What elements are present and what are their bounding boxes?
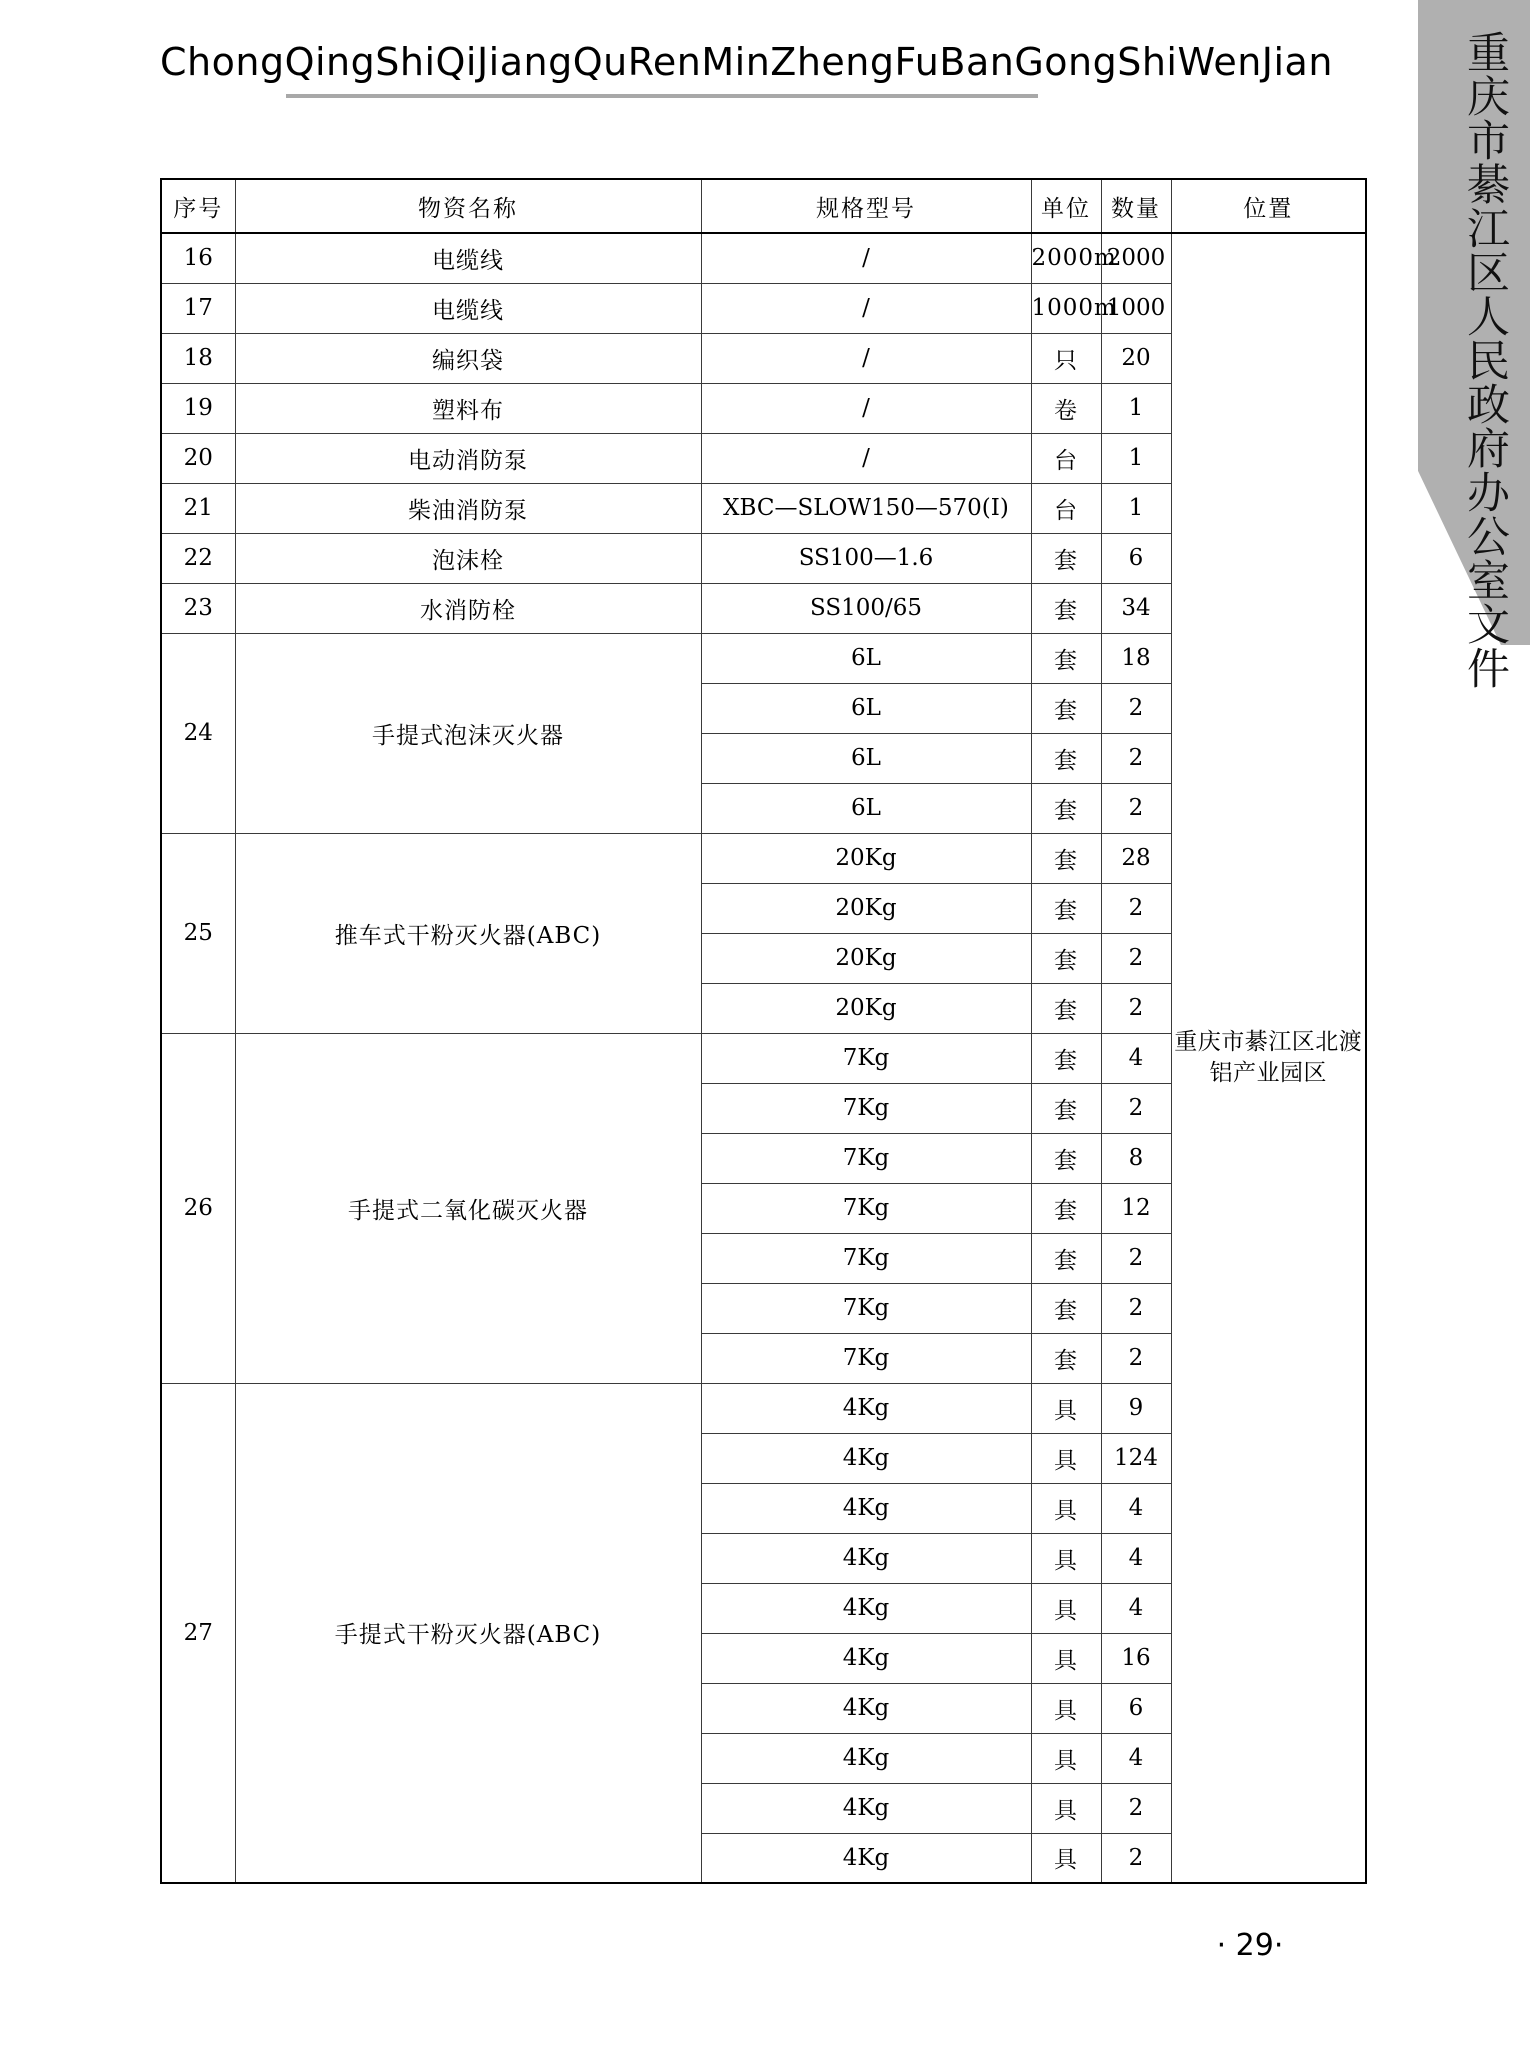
- cell-unit: 套: [1031, 983, 1101, 1033]
- cell-name: 泡沫栓: [235, 533, 701, 583]
- cell-no: 16: [161, 233, 235, 283]
- cell-name: 手提式泡沫灭火器: [235, 633, 701, 833]
- cell-spec: 20Kg: [701, 883, 1031, 933]
- column-header-loc: 位置: [1171, 179, 1366, 233]
- document-header-rule: [286, 94, 1038, 98]
- cell-qty: 9: [1101, 1383, 1171, 1433]
- cell-qty: 18: [1101, 633, 1171, 683]
- cell-qty: 4: [1101, 1583, 1171, 1633]
- cell-unit: 具: [1031, 1683, 1101, 1733]
- column-header-spec: 规格型号: [701, 179, 1031, 233]
- document-header: [160, 40, 1333, 98]
- cell-unit: 套: [1031, 533, 1101, 583]
- cell-no: 24: [161, 633, 235, 833]
- cell-qty: 34: [1101, 583, 1171, 633]
- cell-unit: 具: [1031, 1433, 1101, 1483]
- cell-qty: 4: [1101, 1733, 1171, 1783]
- cell-qty: 6: [1101, 1683, 1171, 1733]
- cell-unit: 卷: [1031, 383, 1101, 433]
- cell-qty: 2: [1101, 783, 1171, 833]
- cell-spec: 7Kg: [701, 1333, 1031, 1383]
- cell-qty: 2: [1101, 1233, 1171, 1283]
- column-header-name: 物资名称: [235, 179, 701, 233]
- cell-unit: 具: [1031, 1383, 1101, 1433]
- cell-name: 电缆线: [235, 233, 701, 283]
- cell-qty: 2: [1101, 683, 1171, 733]
- cell-unit: 只: [1031, 333, 1101, 383]
- cell-unit: 台: [1031, 483, 1101, 533]
- cell-qty: 4: [1101, 1533, 1171, 1583]
- cell-qty: 1000: [1101, 283, 1171, 333]
- location-cell: [1171, 233, 1366, 1883]
- cell-spec: 6L: [701, 783, 1031, 833]
- cell-qty: 2: [1101, 1783, 1171, 1833]
- cell-no: 23: [161, 583, 235, 633]
- cell-qty: 6: [1101, 533, 1171, 583]
- asset-inventory-table: [160, 178, 1367, 1884]
- cell-spec: /: [701, 333, 1031, 383]
- cell-qty: 2: [1101, 1833, 1171, 1883]
- cell-spec: 7Kg: [701, 1233, 1031, 1283]
- cell-qty: 4: [1101, 1033, 1171, 1083]
- cell-spec: 4Kg: [701, 1533, 1031, 1583]
- cell-qty: 124: [1101, 1433, 1171, 1483]
- cell-spec: 4Kg: [701, 1633, 1031, 1683]
- cell-unit: 套: [1031, 883, 1101, 933]
- cell-spec: 7Kg: [701, 1033, 1031, 1083]
- cell-unit: 具: [1031, 1633, 1101, 1683]
- cell-qty: 1: [1101, 433, 1171, 483]
- cell-qty: 2: [1101, 1333, 1171, 1383]
- cell-unit: 套: [1031, 1133, 1101, 1183]
- page-number: · 29·: [1216, 1928, 1284, 1963]
- cell-unit: 具: [1031, 1833, 1101, 1883]
- cell-spec: 20Kg: [701, 983, 1031, 1033]
- cell-spec: 4Kg: [701, 1833, 1031, 1883]
- side-banner-label: 重庆市綦江区人民政府办公室文件: [1460, 30, 1510, 690]
- cell-spec: 6L: [701, 633, 1031, 683]
- cell-unit: 套: [1031, 583, 1101, 633]
- cell-name: 水消防栓: [235, 583, 701, 633]
- cell-spec: /: [701, 233, 1031, 283]
- column-header-no: 序号: [161, 179, 235, 233]
- cell-unit: 套: [1031, 783, 1101, 833]
- cell-unit: 套: [1031, 1233, 1101, 1283]
- cell-qty: 20: [1101, 333, 1171, 383]
- cell-qty: 2: [1101, 983, 1171, 1033]
- cell-spec: 4Kg: [701, 1383, 1031, 1433]
- table-row: [161, 233, 1366, 283]
- cell-no: 19: [161, 383, 235, 433]
- cell-qty: 12: [1101, 1183, 1171, 1233]
- cell-spec: /: [701, 433, 1031, 483]
- cell-no: 26: [161, 1033, 235, 1383]
- cell-no: 22: [161, 533, 235, 583]
- cell-name: 电缆线: [235, 283, 701, 333]
- cell-qty: 28: [1101, 833, 1171, 883]
- cell-qty: 4: [1101, 1483, 1171, 1533]
- cell-unit: 套: [1031, 1183, 1101, 1233]
- cell-unit: 套: [1031, 833, 1101, 883]
- cell-spec: 20Kg: [701, 933, 1031, 983]
- cell-spec: SS100—1.6: [701, 533, 1031, 583]
- column-header-qty: 数量: [1101, 179, 1171, 233]
- cell-unit: 台: [1031, 433, 1101, 483]
- cell-qty: 1: [1101, 483, 1171, 533]
- cell-qty: 2: [1101, 1083, 1171, 1133]
- cell-qty: 1: [1101, 383, 1171, 433]
- cell-unit: 套: [1031, 1283, 1101, 1333]
- cell-unit: 具: [1031, 1733, 1101, 1783]
- cell-unit: 套: [1031, 1033, 1101, 1083]
- location-line-2: 铝产业园区: [1209, 1060, 1327, 1086]
- cell-no: 17: [161, 283, 235, 333]
- cell-unit: 套: [1031, 733, 1101, 783]
- cell-name: 电动消防泵: [235, 433, 701, 483]
- cell-no: 18: [161, 333, 235, 383]
- cell-spec: 4Kg: [701, 1683, 1031, 1733]
- cell-qty: 2: [1101, 933, 1171, 983]
- cell-spec: 4Kg: [701, 1783, 1031, 1833]
- cell-unit: 具: [1031, 1783, 1101, 1833]
- cell-unit: 具: [1031, 1583, 1101, 1633]
- cell-spec: /: [701, 283, 1031, 333]
- cell-spec: 7Kg: [701, 1183, 1031, 1233]
- cell-name: 编织袋: [235, 333, 701, 383]
- cell-unit: 1000m: [1031, 283, 1101, 333]
- cell-name: 塑料布: [235, 383, 701, 433]
- column-header-unit: 单位: [1031, 179, 1101, 233]
- cell-spec: SS100/65: [701, 583, 1031, 633]
- cell-unit: 套: [1031, 1083, 1101, 1133]
- cell-unit: 具: [1031, 1483, 1101, 1533]
- document-header-title: ChongQingShiQiJiangQuRenMinZhengFuBanGongShiWenJian: [160, 40, 1333, 84]
- cell-qty: 2: [1101, 1283, 1171, 1333]
- cell-qty: 2: [1101, 733, 1171, 783]
- cell-spec: 6L: [701, 733, 1031, 783]
- cell-spec: 7Kg: [701, 1283, 1031, 1333]
- cell-unit: 套: [1031, 1333, 1101, 1383]
- location-line-1: 重庆市綦江区北渡: [1174, 1028, 1363, 1055]
- table-body: [161, 233, 1366, 1883]
- cell-unit: 套: [1031, 633, 1101, 683]
- cell-spec: 7Kg: [701, 1083, 1031, 1133]
- cell-unit: 套: [1031, 683, 1101, 733]
- cell-unit: 套: [1031, 933, 1101, 983]
- table-header-row: [161, 179, 1366, 233]
- cell-name: 手提式二氧化碳灭火器: [235, 1033, 701, 1383]
- cell-name: 手提式干粉灭火器(ABC): [235, 1383, 701, 1883]
- cell-no: 21: [161, 483, 235, 533]
- cell-no: 25: [161, 833, 235, 1033]
- cell-no: 20: [161, 433, 235, 483]
- cell-qty: 2000: [1101, 233, 1171, 283]
- cell-spec: XBC—SLOW150—570(I): [701, 483, 1031, 533]
- cell-spec: 7Kg: [701, 1133, 1031, 1183]
- cell-no: 27: [161, 1383, 235, 1883]
- cell-spec: 4Kg: [701, 1583, 1031, 1633]
- cell-name: 柴油消防泵: [235, 483, 701, 533]
- cell-qty: 2: [1101, 883, 1171, 933]
- cell-spec: 4Kg: [701, 1483, 1031, 1533]
- cell-unit: 2000m: [1031, 233, 1101, 283]
- cell-spec: 4Kg: [701, 1433, 1031, 1483]
- cell-qty: 16: [1101, 1633, 1171, 1683]
- cell-unit: 具: [1031, 1533, 1101, 1583]
- cell-name: 推车式干粉灭火器(ABC): [235, 833, 701, 1033]
- cell-spec: 6L: [701, 683, 1031, 733]
- cell-qty: 8: [1101, 1133, 1171, 1183]
- cell-spec: 20Kg: [701, 833, 1031, 883]
- cell-spec: 4Kg: [701, 1733, 1031, 1783]
- cell-spec: /: [701, 383, 1031, 433]
